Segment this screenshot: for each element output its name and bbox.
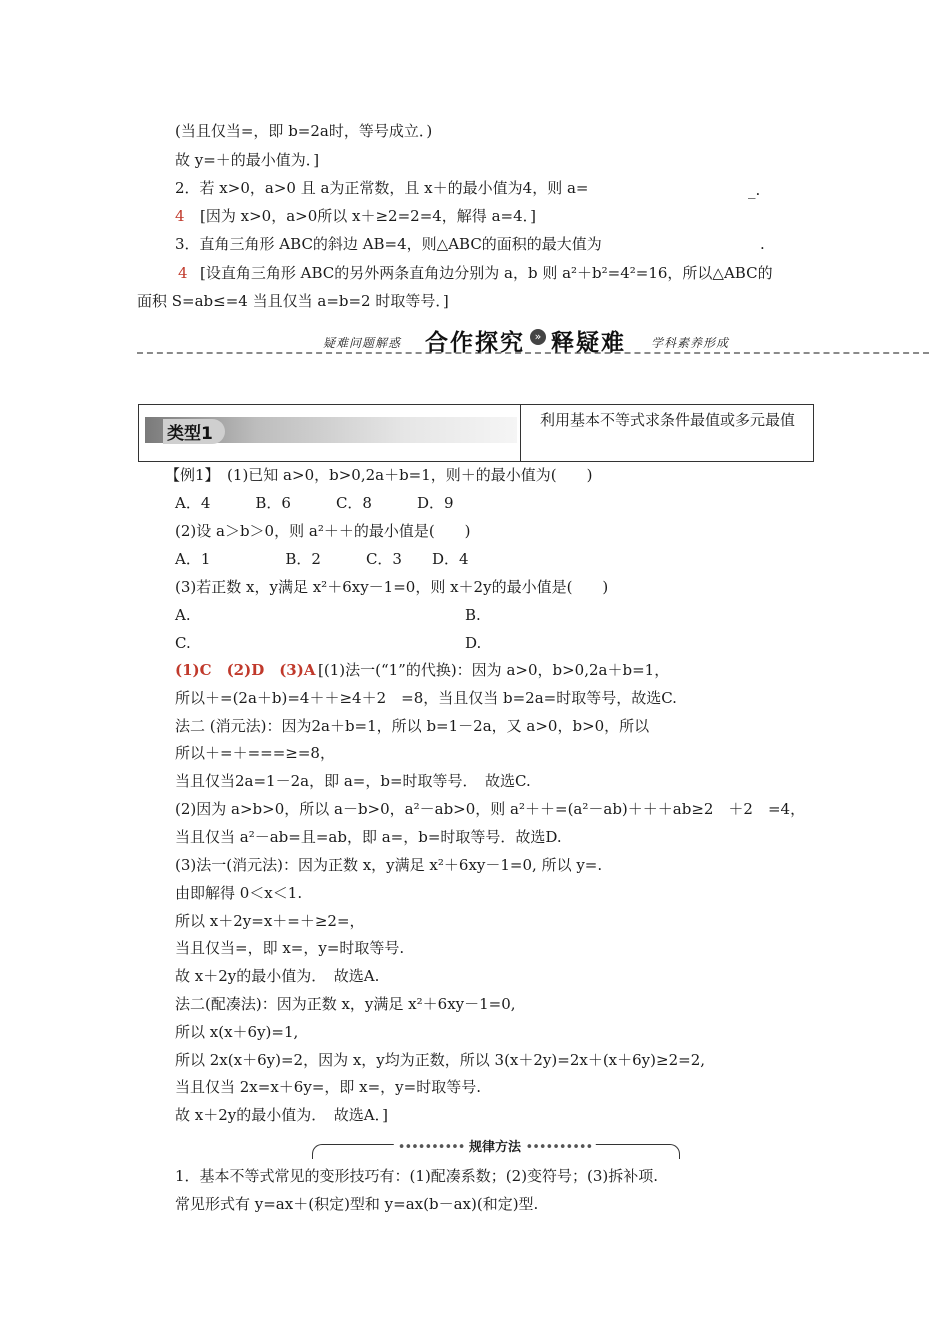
banner-right-text: 学科素养形成 [651, 336, 730, 350]
text-line: (当且仅当=，即 b=2a时，等号成立．) [175, 122, 433, 140]
example-options: A．4 B．6 C．8 D．9 [175, 494, 454, 512]
solution-line: (2)因为 a>b>0，所以 a－b>0，a²－ab>0，则 a²＋＋=(a²－ab)＋＋＋ab≥2 ＋2 =4， [175, 800, 806, 818]
question-2: 2．若 x>0，a>0 且 a为正常数，且 x＋的最小值为4，则 a= [175, 179, 589, 197]
example-question: (3)若正数 x，y满足 x²＋6xy－1=0，则 x＋2y的最小值是( ) [175, 578, 609, 596]
solution-line: 所以 x(x＋6y)=1, [175, 1023, 299, 1041]
type-tag [145, 417, 517, 443]
answer-value: 4 [175, 207, 185, 225]
option-c: C. [175, 634, 191, 652]
solution-line: 当且仅当2a=1－2a，即 a=，b=时取等号． 故选C. [175, 772, 531, 790]
banner-title-b: 释疑难 [551, 330, 626, 356]
method-box-header [312, 1136, 678, 1158]
section-banner [137, 324, 929, 360]
answer-blank: . [760, 235, 765, 253]
dashed-divider [137, 352, 929, 354]
solution-line: 所以 x＋2y=x＋=＋≥2=， [175, 912, 365, 930]
answer-tag: (1)C (2)D (3)A [175, 661, 316, 679]
type-box [138, 404, 814, 462]
solution-line: 当且仅当 a²－ab=且=ab，即 a=，b=时取等号．故选D. [175, 828, 562, 846]
method-line: 1．基本不等式常见的变形技巧有：(1)配凑系数；(2)变符号；(3)拆补项. [175, 1167, 659, 1185]
method-line: 常见形式有 y=ax＋(积定)型和 y=ax(b－ax)(和定)型. [175, 1195, 539, 1213]
question-3: 3．直角三角形 ABC的斜边 AB=4，则△ABC的面积的最大值为 [175, 235, 602, 253]
solution-line: 故 x＋2y的最小值为． 故选A. [175, 967, 380, 985]
example-question: 【例1】 (1)已知 a>0，b>0,2a＋b=1，则＋的最小值为( ) [165, 466, 593, 484]
example-options: A．1 B．2 C．3 D．4 [175, 550, 469, 568]
method-title [394, 1136, 596, 1155]
answer-explanation: [因为 x>0，a>0所以 x＋≥2=2=4，解得 a=4．] [200, 207, 536, 225]
type-label: 类型1 [163, 419, 225, 444]
answer-value: 4 [178, 264, 188, 282]
solution-line: 由即解得 0＜x＜1. [175, 884, 303, 902]
dots-left: •••••••••• [397, 1140, 465, 1155]
solution-line: (3)法一(消元法)：因为正数 x，y满足 x²＋6xy－1=0, 所以 y=. [175, 856, 603, 874]
answer-explanation: [设直角三角形 ABC的另外两条直角边分别为 a，b 则 a²＋b²=4²=16，所以△ABC的 [200, 264, 773, 282]
banner-left-text: 疑难问题解惑 [323, 336, 402, 350]
dots-right: •••••••••• [525, 1140, 593, 1155]
option-a: A. [175, 606, 191, 624]
text-line: 故 y=＋的最小值为．] [175, 151, 320, 169]
banner-title-a: 合作探究 [425, 330, 525, 356]
arrow-icon: » [530, 329, 546, 345]
solution-line: 所以 2x(x＋6y)=2，因为 x，y均为正数，所以 3(x＋2y)=2x＋(x＋6y)≥2=2, [175, 1051, 706, 1069]
solution-line: 所以＋=(2a＋b)=4＋＋≥4＋2 =8，当且仅当 b=2a=时取等号，故选C. [175, 689, 677, 707]
option-b: B. [465, 606, 481, 624]
solution-line: 法二(配凑法)：因为正数 x，y满足 x²＋6xy－1=0, [175, 995, 516, 1013]
answer-blank: _. [748, 181, 761, 199]
solution-line: 当且仅当=，即 x=，y=时取等号. [175, 939, 405, 957]
type-description: 利用基本不等式求条件最值或多元最值 [520, 404, 814, 462]
option-d: D. [465, 634, 482, 652]
solution-line: 法二 (消元法)：因为2a＋b=1，所以 b=1－2a，又 a>0，b>0，所以 [175, 717, 650, 735]
solution-line: [(1)法一(“1”的代换)：因为 a>0，b>0,2a＋b=1， [318, 661, 670, 679]
answer-explanation: 面积 S=ab≤=4 当且仅当 a=b=2 时取等号．] [137, 292, 449, 310]
example-question: (2)设 a＞b＞0，则 a²＋＋的最小值是( ) [175, 522, 471, 540]
solution-line: 当且仅当 2x=x＋6y=，即 x=，y=时取等号. [175, 1078, 481, 1096]
solution-line: 故 x＋2y的最小值为． 故选A．] [175, 1106, 388, 1124]
method-title-text: 规律方法 [468, 1140, 522, 1155]
solution-line: 所以＋=＋===≥=8， [175, 744, 335, 762]
